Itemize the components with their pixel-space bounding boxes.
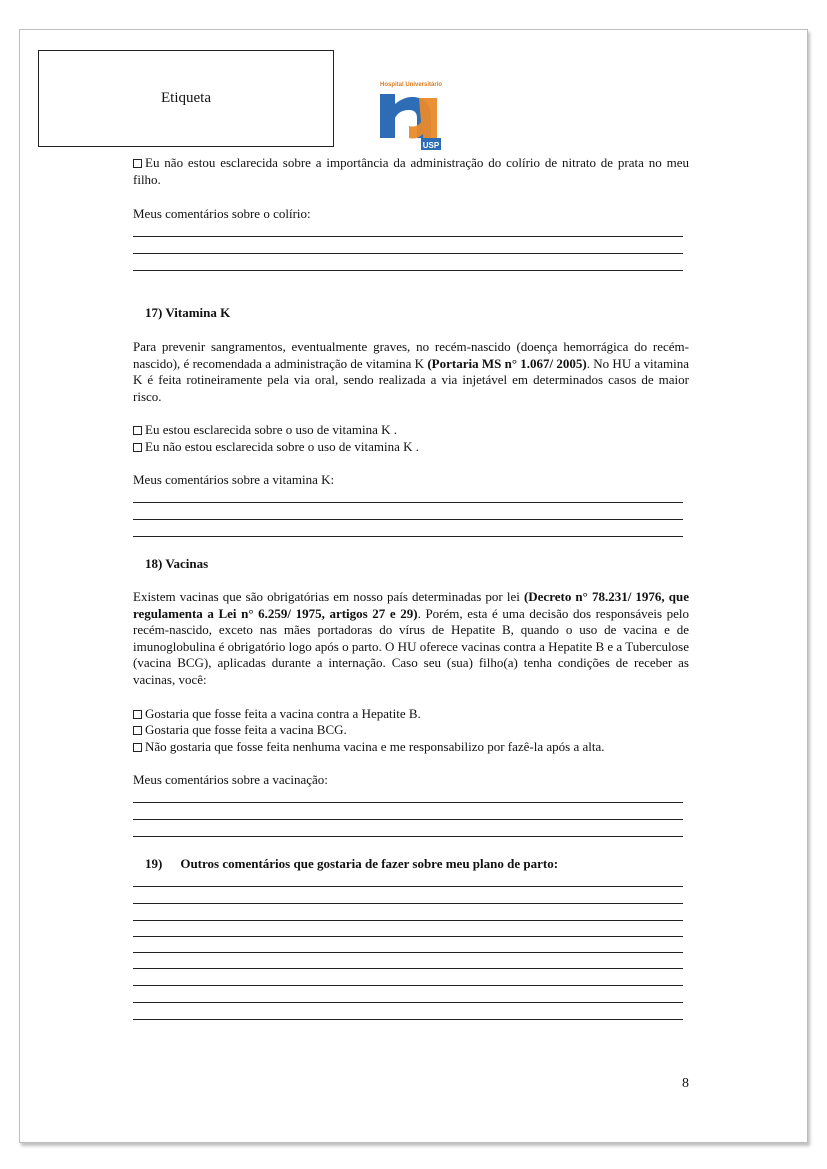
- answer-line[interactable]: [133, 1019, 683, 1020]
- hu-logo-icon: [377, 82, 445, 152]
- vitamina-k-option-2[interactable]: Eu não estou esclarecida sobre o uso de vitamina K .: [133, 439, 689, 456]
- answer-line[interactable]: [133, 819, 683, 820]
- answer-line[interactable]: [133, 236, 683, 237]
- section-heading-vitamina-k: 17) Vitamina K: [145, 305, 231, 320]
- vacinas-option-3[interactable]: Não gostaria que fosse feita nenhuma vacina e me responsabilizo por fazê-la após a alta.: [133, 739, 689, 756]
- logo-sub-text: USP: [422, 141, 440, 150]
- answer-line[interactable]: [133, 1002, 683, 1003]
- answer-line[interactable]: [133, 270, 683, 271]
- answer-line[interactable]: [133, 519, 683, 520]
- answer-line[interactable]: [133, 502, 683, 503]
- page-number: 8: [682, 1076, 689, 1091]
- vacinas-comments-label: Meus comentários sobre a vacinação:: [133, 772, 328, 787]
- vitamina-k-comments-label: Meus comentários sobre a vitamina K:: [133, 472, 335, 487]
- colirio-option-not[interactable]: Eu não estou esclarecida sobre a importância da administração do colírio de nitrato de prata no meu filho.: [133, 155, 689, 187]
- checkbox-icon[interactable]: [133, 726, 142, 735]
- vacinas-option-1[interactable]: Gostaria que fosse feita a vacina contra a Hepatite B.: [133, 706, 689, 723]
- answer-line[interactable]: [133, 952, 683, 953]
- checkbox-icon[interactable]: [133, 426, 142, 435]
- vitamina-k-paragraph: Para prevenir sangramentos, eventualmente graves, no recém-nascido (doença hemorrágica do recém-nascido), é recomendada a administração de vitamina K (Portaria MS n° 1.067/ 2005). No HU a vitamina K é feita rotineiramente pela via oral, sendo realizada a via injetável em determinados casos de maior risco.: [133, 339, 690, 404]
- vacinas-paragraph: Existem vacinas que são obrigatórias em nosso país determinadas por lei (Decreto n° 78.231/ 1976, que regulamenta a Lei n° 6.259/ 1975, artigos 27 e 29). Porém, esta é uma decisão dos responsáveis pelo recém-nascido, exceto nas mães portadoras do vírus de Hepatite B, quando o uso de vacina e de imunoglobulina é obrigatório logo após o parto. O HU oferece vacinas contra a Hepatite B e a Tuberculose (vacina BCG), aplicadas durante a internação. Caso seu (sua) filho(a) tenha condições de receber as vacinas, você:: [133, 589, 689, 687]
- answer-line[interactable]: [133, 886, 683, 887]
- document-page: [19, 29, 808, 1143]
- answer-line[interactable]: [133, 985, 683, 986]
- section-heading-vacinas: 18) Vacinas: [145, 556, 209, 571]
- checkbox-icon[interactable]: [133, 743, 142, 752]
- vacinas-option-2[interactable]: Gostaria que fosse feita a vacina BCG.: [133, 722, 689, 739]
- answer-line[interactable]: [133, 253, 683, 254]
- answer-line[interactable]: [133, 936, 683, 937]
- logo-title: Hospital Universitário: [379, 82, 442, 88]
- answer-line[interactable]: [133, 903, 683, 904]
- section-heading-outros: 19) Outros comentários que gostaria de fazer sobre meu plano de parto:: [145, 856, 559, 871]
- answer-line[interactable]: [133, 802, 683, 803]
- label-box-text: Etiqueta: [161, 90, 211, 106]
- checkbox-icon[interactable]: [133, 710, 142, 719]
- label-box: [38, 50, 334, 147]
- answer-line[interactable]: [133, 536, 683, 537]
- checkbox-icon[interactable]: [133, 443, 142, 452]
- colirio-comments-label: Meus comentários sobre o colírio:: [133, 206, 311, 221]
- hospital-logo: [377, 82, 445, 152]
- answer-line[interactable]: [133, 968, 683, 969]
- checkbox-icon[interactable]: [133, 159, 142, 168]
- vitamina-k-option-1[interactable]: Eu estou esclarecida sobre o uso de vitamina K .: [133, 422, 689, 439]
- answer-line[interactable]: [133, 836, 683, 837]
- answer-line[interactable]: [133, 920, 683, 921]
